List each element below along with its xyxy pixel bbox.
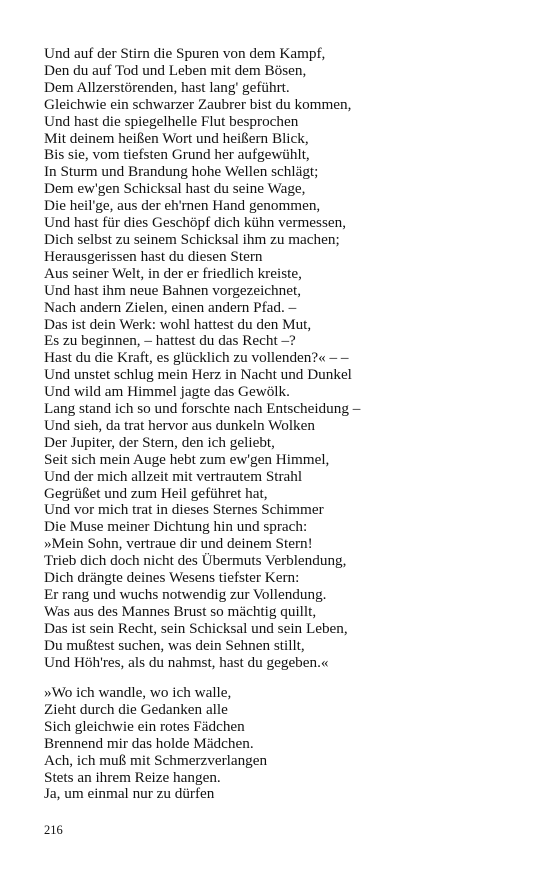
poem-line: Du mußtest suchen, was dein Sehnen stillt, (44, 636, 305, 654)
poem-line: Es zu beginnen, – hattest du das Recht –? (44, 332, 296, 350)
poem-line: Stets an ihrem Reize hangen. (44, 768, 221, 786)
poem-line: In Sturm und Brandung hohe Wellen schlägt; (44, 163, 319, 181)
poem-line: Die Muse meiner Dichtung hin und sprach: (44, 518, 308, 536)
poem-line: Und unstet schlug mein Herz in Nacht und Dunkel (44, 366, 352, 384)
poem-line: Und hast ihm neue Bahnen vorgezeichnet, (44, 281, 301, 299)
poem-line: Trieb dich doch nicht des Übermuts Verblendung, (44, 552, 347, 570)
poem-line: Sich gleichwie ein rotes Fädchen (44, 717, 245, 735)
poem-line: Nach andern Zielen, einen andern Pfad. – (44, 298, 297, 316)
poem-line: Gegrüßet und zum Heil geführet hat, (44, 484, 268, 502)
page-number: 216 (44, 823, 63, 837)
poem-line: Aus seiner Welt, in der er friedlich kreiste, (44, 264, 302, 282)
poem-line: Ach, ich muß mit Schmerzverlangen (44, 751, 268, 769)
poem-line: Und sieh, da trat hervor aus dunkeln Wolken (44, 416, 315, 434)
poem-line: Das ist sein Recht, sein Schicksal und sein Leben, (44, 619, 348, 637)
poem-line: Und Höh'res, als du nahmst, hast du gegeben.« (44, 653, 329, 671)
poem-line: Und hast für dies Geschöpf dich kühn vermessen, (44, 214, 346, 232)
poem-line: Lang stand ich so und forschte nach Entscheidung – (44, 400, 361, 418)
poem-line: Und der mich allzeit mit vertrautem Strahl (44, 467, 303, 485)
poem-line: Herausgerissen hast du diesen Stern (44, 247, 263, 265)
poem-line: Dem ew'gen Schicksal hast du seine Wage, (44, 180, 306, 198)
poem-line: Dich drängte deines Wesens tiefster Kern: (44, 569, 300, 587)
poem-line: Das ist dein Werk: wohl hattest du den Mut, (44, 315, 312, 333)
poem-line: Und auf der Stirn die Spuren von dem Kampf, (44, 45, 326, 62)
poem-line: Die heil'ge, aus der eh'rnen Hand genommen, (44, 197, 321, 215)
poem-stanza (44, 685, 267, 803)
poem-line: Bis sie, vom tiefsten Grund her aufgewühlt, (44, 146, 310, 164)
poem-line: Und vor mich trat in dieses Sternes Schimmer (44, 501, 324, 519)
poem-line: »Wo ich wandle, wo ich walle, (44, 684, 232, 701)
poem-line: Gleichwie ein schwarzer Zaubrer bist du kommen, (44, 95, 352, 113)
poem-line: Hast du die Kraft, es glücklich zu vollenden?« – – (44, 349, 349, 367)
poem-line: Und wild am Himmel jagte das Gewölk. (44, 383, 290, 401)
poem-line: Zieht durch die Gedanken alle (44, 700, 228, 718)
poem-line: Den du auf Tod und Leben mit dem Bösen, (44, 61, 307, 79)
poem-line: »Mein Sohn, vertraue dir und deinem Stern! (44, 535, 313, 553)
poem-line: Was aus des Mannes Brust so mächtig quillt, (44, 602, 317, 620)
poem-line: Dem Allzerstörenden, hast lang' geführt. (44, 78, 290, 96)
poem-line: Mit deinem heißen Wort und heißern Blick, (44, 129, 309, 147)
poem-line: Brennend mir das holde Mädchen. (44, 734, 254, 752)
poem-line: Ja, um einmal nur zu dürfen (44, 785, 215, 803)
poem-line: Seit sich mein Auge hebt zum ew'gen Himmel, (44, 450, 330, 468)
poem-line: Er rang und wuchs notwendig zur Vollendung. (44, 586, 327, 603)
poem-line: Dich selbst zu seinem Schicksal ihm zu machen; (44, 230, 340, 248)
poem-line: Der Jupiter, der Stern, den ich geliebt, (44, 433, 275, 451)
poem-stanza (44, 46, 360, 672)
poem-line: Und hast die spiegelhelle Flut besprochen (44, 112, 299, 130)
